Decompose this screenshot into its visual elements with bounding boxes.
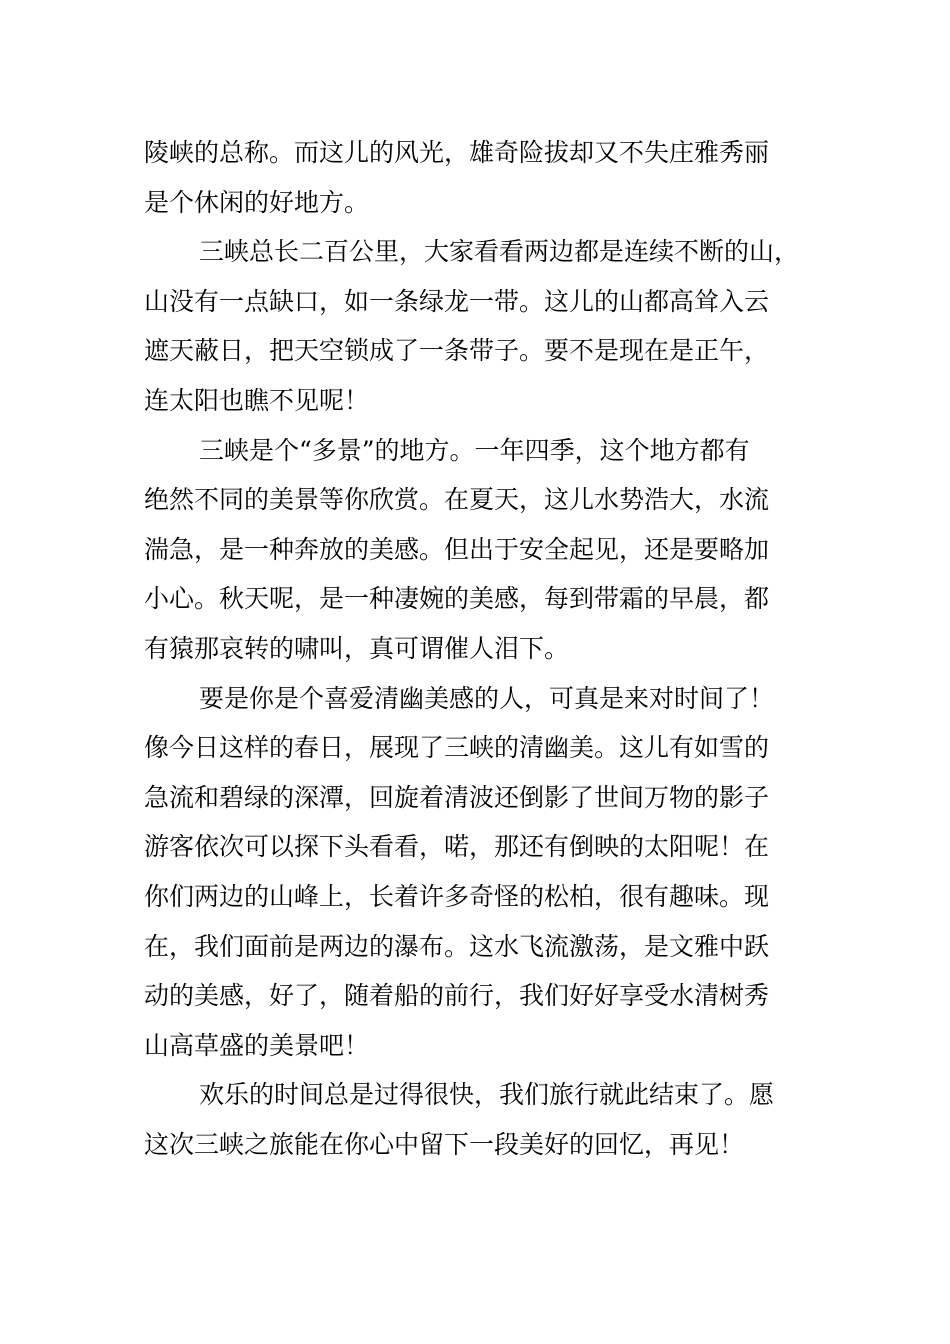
text-line: 游客依次可以探下头看看，喏，那还有倒映的太阳呢！在 bbox=[144, 832, 770, 862]
text-line: 有猿那哀转的啸叫，真可谓催人泪下。 bbox=[144, 633, 570, 663]
text-line: 像今日这样的春日，展现了三峡的清幽美。这儿有如雪的 bbox=[144, 733, 770, 763]
paragraph-start-line: 欢乐的时间总是过得很快，我们旅行就此结束了。愿 bbox=[199, 1080, 775, 1110]
text-line: 山高草盛的美景吧！ bbox=[144, 1030, 370, 1060]
text-line: 小心。秋天呢，是一种凄婉的美感，每到带霜的早晨，都 bbox=[144, 584, 770, 614]
text-line: 急流和碧绿的深潭，回旋着清波还倒影了世间万物的影子 bbox=[144, 782, 770, 812]
text-line: 陵峡的总称。而这儿的风光，雄奇险拔却又不失庄雅秀丽 bbox=[144, 138, 770, 167]
paragraph-start-line: 要是你是个喜爱清幽美感的人，可真是来对时间了！ bbox=[199, 683, 775, 713]
paragraph-start-line: 三峡是个“多景”的地方。一年四季，这个地方都有 bbox=[199, 435, 750, 465]
body-text bbox=[144, 128, 834, 1169]
text-line: 遮天蔽日，把天空锁成了一条带子。要不是现在是正午， bbox=[144, 336, 770, 366]
text-line: 在，我们面前是两边的瀑布。这水飞流激荡，是文雅中跃 bbox=[144, 931, 770, 961]
text-line: 这次三峡之旅能在你心中留下一段美好的回忆，再见！ bbox=[144, 1129, 745, 1159]
text-line: 湍急，是一种奔放的美感。但出于安全起见，还是要略加 bbox=[144, 534, 770, 564]
text-line: 山没有一点缺口，如一条绿龙一带。这儿的山都高耸入云 bbox=[144, 286, 770, 316]
text-line: 连太阳也瞧不见呢！ bbox=[144, 385, 370, 415]
text-line: 你们两边的山峰上，长着许多奇怪的松柏，很有趣味。现 bbox=[144, 881, 770, 911]
paragraph-start-line: 三峡总长二百公里，大家看看两边都是连续不断的山， bbox=[199, 237, 800, 267]
text-line: 绝然不同的美景等你欣赏。在夏天，这儿水势浩大，水流 bbox=[144, 485, 770, 515]
text-line: 是个休闲的好地方。 bbox=[144, 187, 370, 217]
text-line: 动的美感，好了，随着船的前行，我们好好享受水清树秀 bbox=[144, 981, 770, 1011]
